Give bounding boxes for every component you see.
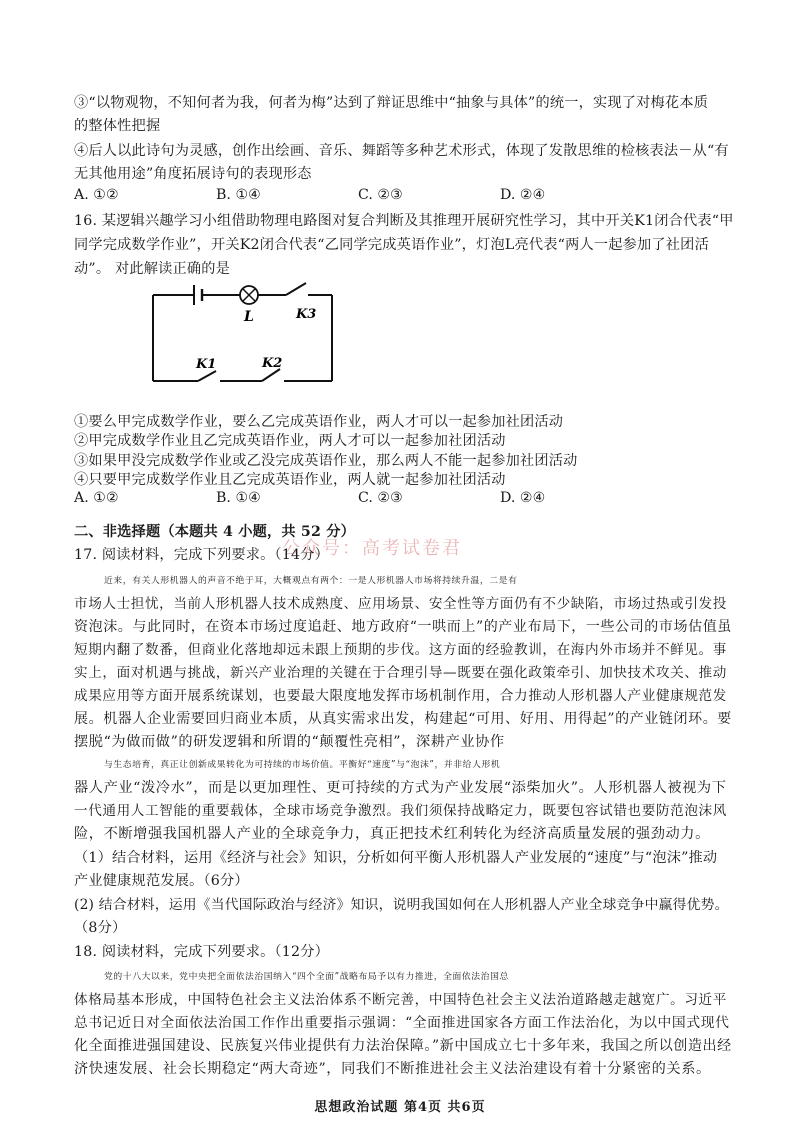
- q15-option-a[interactable]: A. ①②: [74, 187, 119, 203]
- q17-para2-line: 一代通用人工智能的重要载体，全球市场竞争激烈。我们须保持战略定力，既要包容试错也要防范泡沫风: [74, 803, 727, 819]
- k3-label: K3: [296, 307, 317, 322]
- q16-option-c[interactable]: C. ②③: [358, 490, 403, 506]
- q16-statement-3: ③如果甲没完成数学作业或乙没完成英语作业，那么两人不能一起参加社团活动: [74, 453, 578, 469]
- q15-option-d[interactable]: D. ②④: [500, 187, 546, 203]
- watermark: 公众号：高考试卷君: [282, 538, 462, 559]
- q16-option-a[interactable]: A. ①②: [74, 490, 119, 506]
- switch-k1-blade: [198, 371, 216, 381]
- q17-para2-line: 险，不断增强我国机器人产业的全球竞争力，真正把技术红利转化为经济高质量发展的强劲动力。: [74, 826, 710, 842]
- q17-para1-line: 短期内翻了数番，但商业化落地却远未跟上预期的步伐。这方面的经验教训，在海内外市场并不鲜见。事: [74, 642, 727, 658]
- q15-options: [74, 187, 734, 203]
- q17-sub1-line-2: 产业健康规范发展。（6分）: [74, 873, 249, 889]
- q16-statement-4: ④只要甲完成数学作业且乙完成英语作业，两人就一起参加社团活动: [74, 472, 506, 488]
- q17-para1-line: 实上，面对机遇与挑战，新兴产业治理的关键在于合理引导—既要在强化政策牵引、加快技术攻关、推动: [74, 665, 727, 681]
- q17-para1-line: 市场人士担忧，当前人形机器人技术成熟度、应用场景、安全性等方面仍有不少缺陷，市场过热或引发投: [74, 596, 727, 612]
- q16-stem-line-1: 16. 某逻辑兴趣学习小组借助物理电路图对复合判断及其推理开展研究性学习，其中开关K1闭合代表“甲: [74, 213, 734, 229]
- k2-label: K2: [262, 356, 283, 371]
- q16-option-d[interactable]: D. ②④: [500, 490, 546, 506]
- q15-option-c[interactable]: C. ②③: [358, 187, 403, 203]
- q16-options: [74, 490, 734, 506]
- k1-label: K1: [196, 357, 217, 372]
- q17-para2-line: 与生态培育，真正让创新成果转化为可持续的市场价值。平衡好“速度”与“泡沫”，并非给人形机: [104, 760, 501, 770]
- q15-statement-4-line-2: 无其他用途”角度拓展诗句的表现形态: [74, 166, 312, 182]
- q17-para2-line: 器人产业“泼冷水”，而是以更加理性、更可持续的方式为产业发展“添柴加火”。人形机器人被视为下: [74, 780, 727, 796]
- q15-option-b[interactable]: B. ①④: [216, 187, 261, 203]
- q18-para-line: 总书记近日对全面依法治国工作作出重要指示强调：“全面推进国家各方面工作法治化，为以中国式现代: [74, 1015, 730, 1031]
- q15-statement-3-line-2: 的整体性把握: [74, 118, 161, 134]
- q17-sub2-line-1: (2) 结合材料，运用《当代国际政治与经济》知识，说明我国如何在人形机器人产业全球竞争中赢得优势。: [74, 897, 729, 913]
- q17-para1-line: 展。机器人企业需要回归商业本质，从真实需求出发，构建起“可用、好用、用得起”的产业链闭环。要: [74, 711, 732, 727]
- q16-stem-line-3: 动”。 对此解读正确的是: [74, 261, 231, 277]
- q18-para-line: 体格局基本形成，中国特色社会主义法治体系不断完善，中国特色社会主义法治道路越走越宽广。习近平: [74, 992, 727, 1008]
- switch-k3-blade: [286, 283, 306, 295]
- q17-para1-line: 成果应用等方面开展系统谋划，也要最大限度地发挥市场机制作用，合力推动人形机器人产业健康规范发: [74, 688, 727, 704]
- q17-sub1-line-1: （1）结合材料，运用《经济与社会》知识，分析如何平衡人形机器人产业发展的“速度”与“泡沫”推动: [74, 850, 718, 866]
- q16-statement-2: ②甲完成数学作业且乙完成英语作业，两人才可以一起参加社团活动: [74, 433, 506, 449]
- q17-sub2-line-2: （8分）: [74, 920, 127, 936]
- q17-para1-line: 资泡沫。与此同时，在资本市场过度追赶、地方政府“一哄而上”的产业布局下，一些公司的市场估值虽: [74, 619, 732, 635]
- page-footer: 思想政治试题 第4页 共6页: [314, 1100, 486, 1115]
- q17-para1-line: 摆脱“为做而做”的研发逻辑和所谓的“颠覆性亮相”，深耕产业协作: [74, 734, 505, 750]
- q17-stem: 17. 阅读材料，完成下列要求。（14分）: [74, 547, 330, 563]
- section-2-heading: 二、非选择题（本题共 4 小题，共 52 分）: [74, 524, 355, 540]
- q18-para-line: 党的十八大以来，党中央把全面依法治国纳入“四个全面”战略布局予以有力推进，全面依法治国总: [104, 972, 509, 982]
- q18-para-line: 济快速发展、社会长期稳定“两大奇迹”，同我们不断推进社会主义法治建设有着十分紧密的关系。: [74, 1061, 711, 1077]
- circuit-diagram: [150, 278, 340, 388]
- lamp-icon: [240, 286, 258, 304]
- q17-para1-line: 近来，有关人形机器人的声音不绝于耳，大概观点有两个：一是人形机器人市场将持续升温，二是有: [104, 576, 518, 586]
- q16-option-b[interactable]: B. ①④: [216, 490, 261, 506]
- q15-statement-3-line-1: ③“以物观物，不知何者为我，何者为梅”达到了辩证思维中“抽象与具体”的统一，实现了对梅花本质: [74, 95, 709, 111]
- q16-stem-line-2: 同学完成数学作业”，开关K2闭合代表“乙同学完成英语作业”，灯泡L亮代表“两人一起参加了社团活: [74, 237, 709, 253]
- lamp-label: L: [244, 309, 254, 325]
- q16-statement-1: ①要么甲完成数学作业，要么乙完成英语作业，两人才可以一起参加社团活动: [74, 414, 564, 430]
- q18-para-line: 化全面推进强国建设、民族复兴伟业提供有力法治保障。”新中国成立七十多年来，我国之所以创造出经: [74, 1038, 732, 1054]
- q15-statement-4-line-1: ④后人以此诗句为灵感，创作出绘画、音乐、舞蹈等多种艺术形式，体现了发散思维的检核表法－从“有: [74, 143, 729, 159]
- q18-stem: 18. 阅读材料，完成下列要求。（12分）: [74, 944, 330, 960]
